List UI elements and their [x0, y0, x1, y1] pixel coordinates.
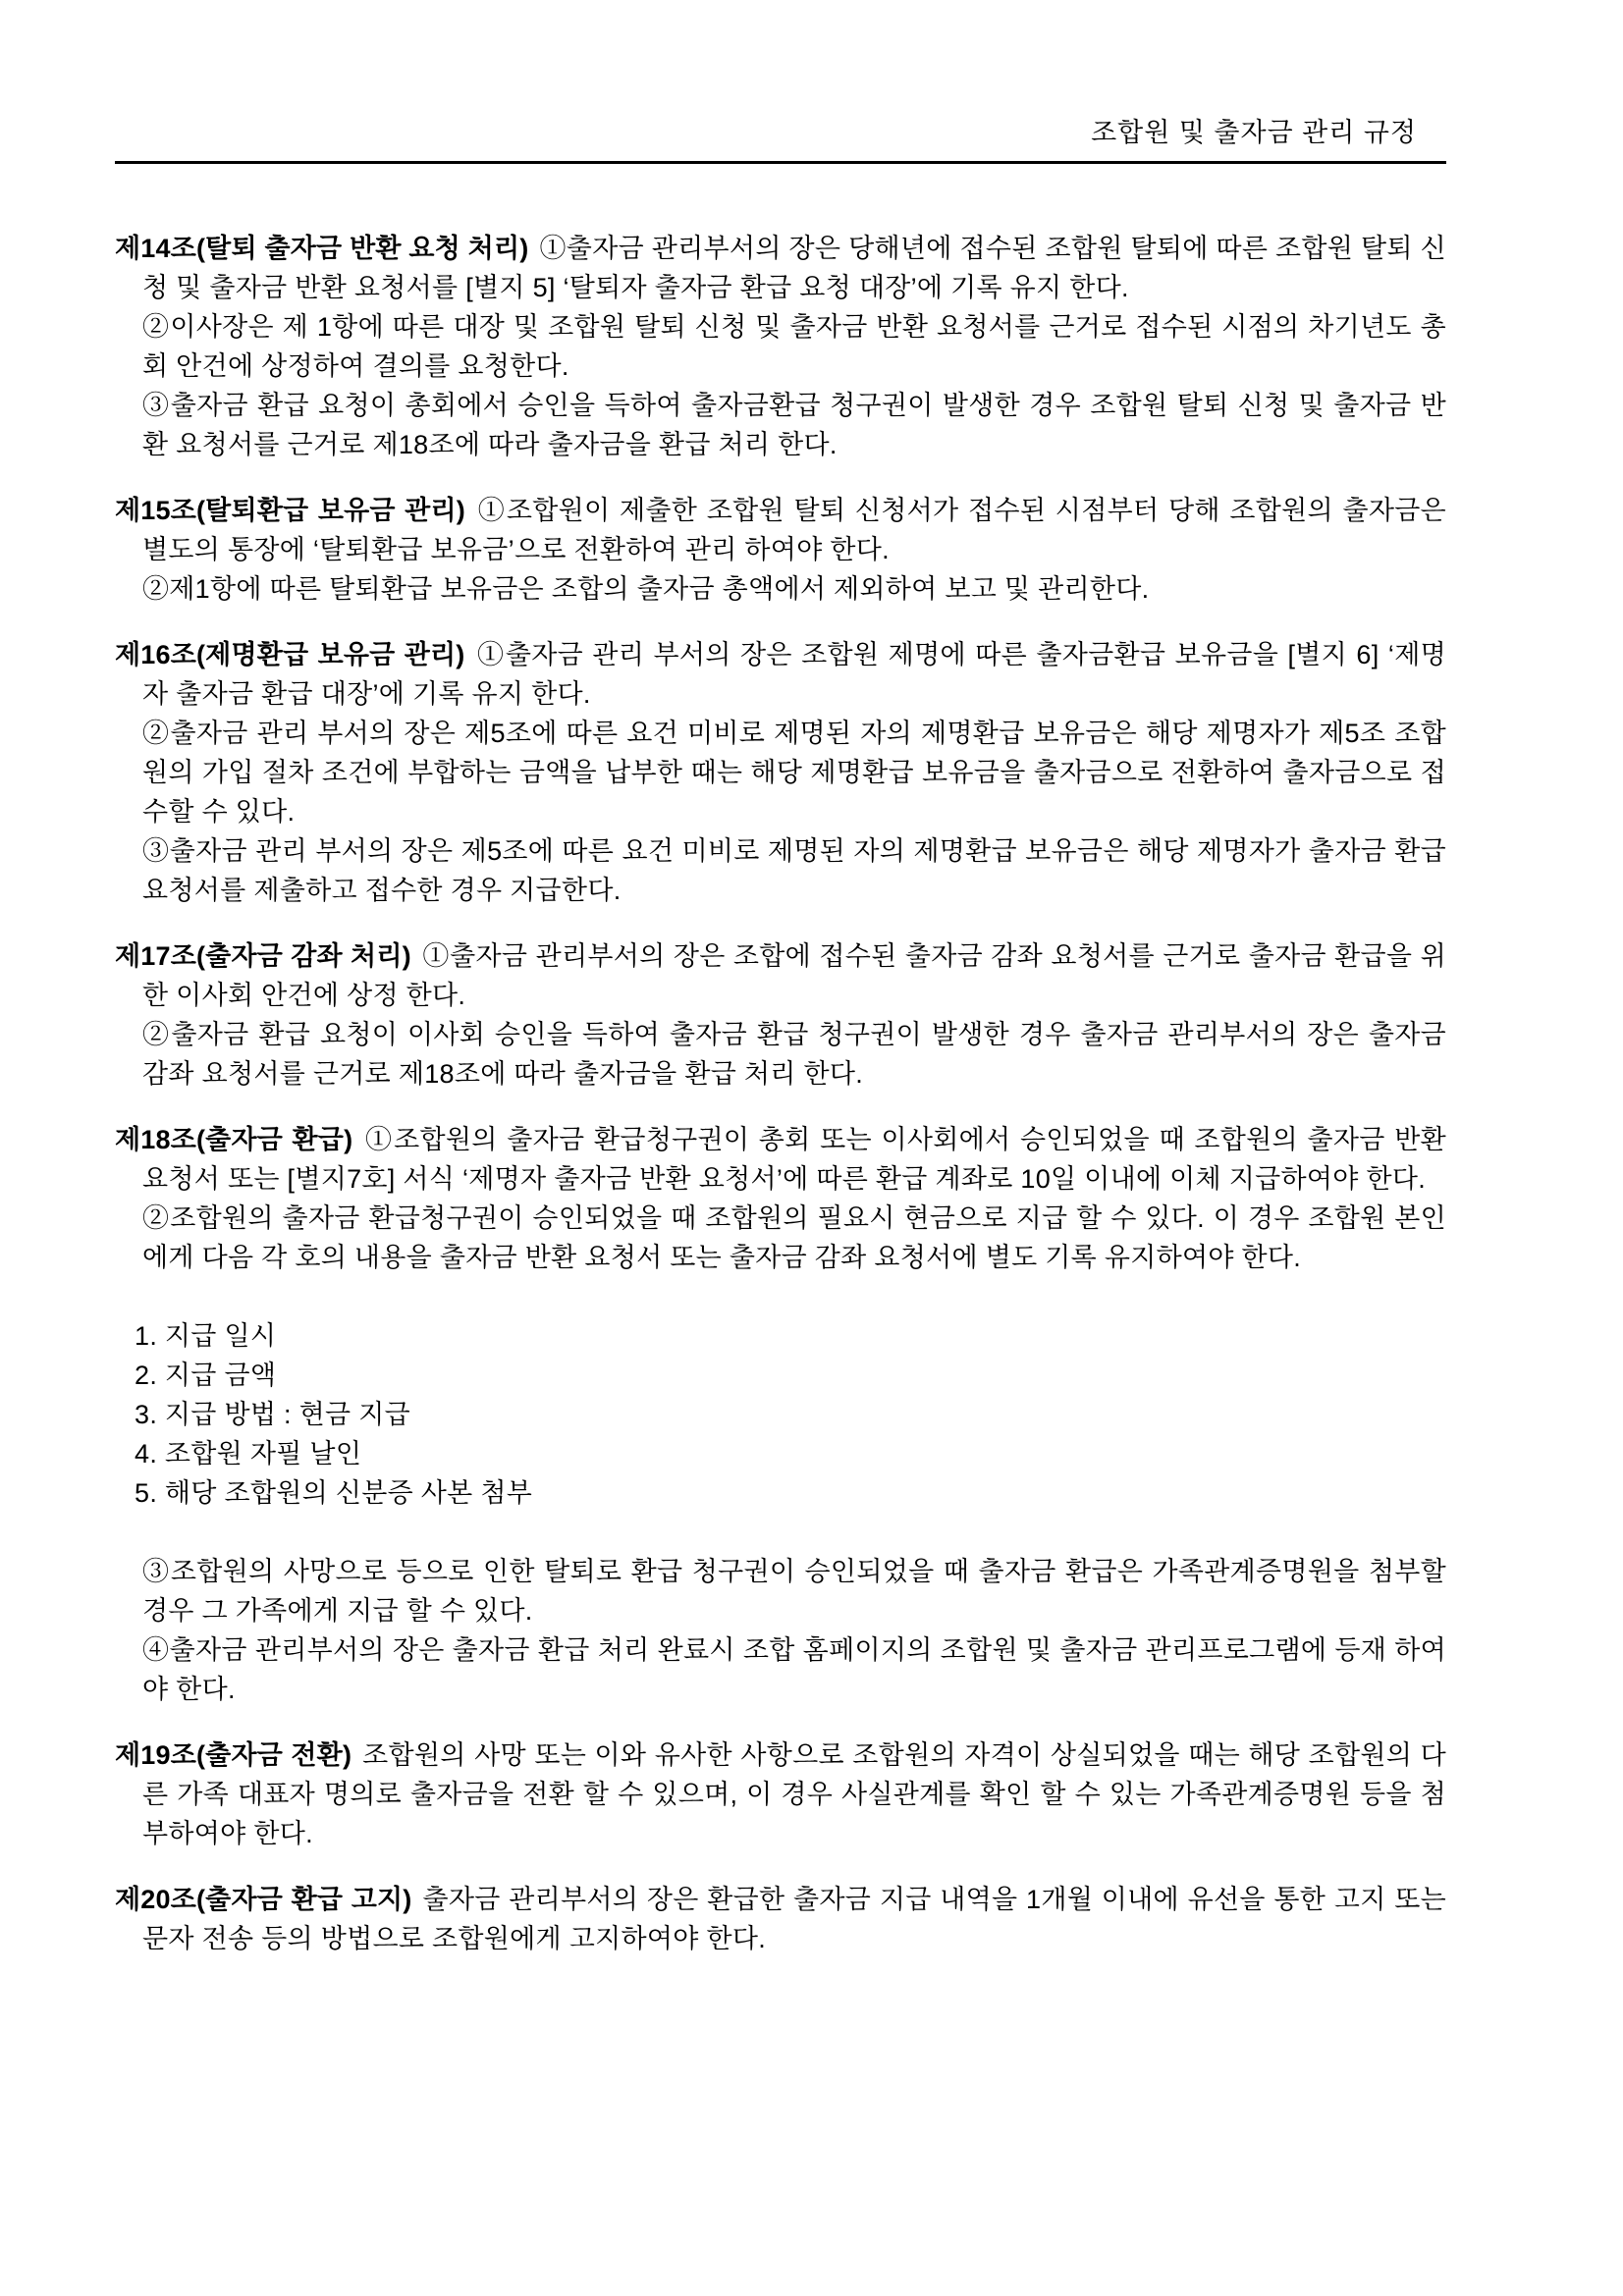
- list-item-3: 3. 지급 방법 : 현금 지급: [135, 1400, 410, 1429]
- article-16-clause-3: ③출자금 관리 부서의 장은 제5조에 따른 요건 미비로 제명된 자의 제명환급 보유금은 해당 제명자가 출자금 환급 요청서를 제출하고 접수한 경우 지급한다.: [142, 836, 1446, 905]
- article-15-lead: [115, 491, 1446, 569]
- payment-record-list: [135, 1316, 1446, 1513]
- page-header: [115, 0, 1446, 164]
- article-18: [115, 1120, 1446, 1709]
- article-20-lead: [115, 1880, 1446, 1958]
- article-19-heading: 제19조(출자금 전환): [115, 1740, 352, 1770]
- article-18-lead-text: ①조합원의 출자금 환급청구권이 총회 또는 이사회에서 승인되었을 때 조합원의 출자금 반환 요청서 또는 [별지7호] 서식 ‘제명자 출자금 반환 요청서’에 따른 환급 계좌로 10일 이내에 이체 지급하여야 한다.: [142, 1125, 1446, 1194]
- article-14-heading: 제14조(탈퇴 출자금 반환 요청 처리): [115, 234, 529, 263]
- article-20: [115, 1880, 1446, 1958]
- article-17-heading: 제17조(출자금 감좌 처리): [115, 941, 411, 971]
- article-15-clause-2: ②제1항에 따른 탈퇴환급 보유금은 조합의 출자금 총액에서 제외하여 보고 및 관리한다.: [142, 574, 1150, 604]
- article-17: [115, 936, 1446, 1094]
- article-14-clause-3: ③출자금 환급 요청이 총회에서 승인을 득하여 출자금환급 청구권이 발생한 경우 조합원 탈퇴 신청 및 출자금 반환 요청서를 근거로 제18조에 따라 출자금을 환급 처리 한다.: [142, 391, 1446, 459]
- article-19-lead-text: 조합원의 사망 또는 이와 유사한 사항으로 조합원의 자격이 상실되었을 때는 해당 조합원의 다른 가족 대표자 명의로 출자금을 전환 할 수 있으며, 이 경우 사실관계를 확인 할 수 있는 가족관계증명원 등을 첨부하여야 한다.: [142, 1740, 1446, 1848]
- list-item-2: 2. 지급 금액: [135, 1361, 277, 1390]
- article-17-lead: [115, 936, 1446, 1015]
- article-16-lead: [115, 635, 1446, 714]
- article-14-lead-text: ①출자금 관리부서의 장은 당해년에 접수된 조합원 탈퇴에 따른 조합원 탈퇴 신청 및 출자금 반환 요청서를 [별지 5] ‘탈퇴자 출자금 환급 요청 대장’에 기록 유지 한다.: [142, 234, 1447, 302]
- article-19-lead: [115, 1735, 1446, 1853]
- header-rule: [115, 161, 1446, 164]
- list-item-4: 4. 조합원 자필 날인: [135, 1439, 362, 1468]
- article-17-clause-2: ②출자금 환급 요청이 이사회 승인을 득하여 출자금 환급 청구권이 발생한 경우 출자금 관리부서의 장은 출자금 감좌 요청서를 근거로 제18조에 따라 출자금을 환급 처리 한다.: [142, 1020, 1446, 1089]
- article-18-clause-4: ④출자금 관리부서의 장은 출자금 환급 처리 완료시 조합 홈페이지의 조합원 및 출자금 관리프로그램에 등재 하여야 한다.: [142, 1635, 1446, 1704]
- list-item-1: 1. 지급 일시: [135, 1321, 277, 1351]
- article-16-lead-text: ①출자금 관리 부서의 장은 조합원 제명에 따른 출자금환급 보유금을 [별지 6] ‘제명자 출자금 환급 대장’에 기록 유지 한다.: [142, 640, 1446, 709]
- article-15-heading: 제15조(탈퇴환급 보유금 관리): [115, 496, 465, 525]
- article-19: [115, 1735, 1446, 1853]
- document-body: [115, 229, 1446, 1958]
- list-item-5: 5. 해당 조합원의 신분증 사본 첨부: [135, 1478, 533, 1508]
- article-17-lead-text: ①출자금 관리부서의 장은 조합에 접수된 출자금 감좌 요청서를 근거로 출자금 환급을 위한 이사회 안건에 상정 한다.: [142, 941, 1446, 1010]
- article-18-clause-2: ②조합원의 출자금 환급청구권이 승인되었을 때 조합원의 필요시 현금으로 지급 할 수 있다. 이 경우 조합원 본인에게 다음 각 호의 내용을 출자금 반환 요청서 또는 출자금 감좌 요청서에 별도 기록 유지하여야 한다.: [142, 1203, 1446, 1272]
- article-18-heading: 제18조(출자금 환급): [115, 1125, 353, 1154]
- document-title: 조합원 및 출자금 관리 규정: [1091, 118, 1417, 147]
- page-content: [115, 0, 1446, 1985]
- article-14-lead: [115, 229, 1447, 307]
- article-15-lead-text: ①조합원이 제출한 조합원 탈퇴 신청서가 접수된 시점부터 당해 조합원의 출자금은 별도의 통장에 ‘탈퇴환급 보유금’으로 전환하여 관리 하여야 한다.: [142, 496, 1446, 564]
- article-16-heading: 제16조(제명환급 보유금 관리): [115, 640, 465, 669]
- article-18-lead: [115, 1120, 1446, 1199]
- article-15: [115, 491, 1446, 609]
- article-14: [115, 229, 1446, 464]
- article-14-clause-2: ②이사장은 제 1항에 따른 대장 및 조합원 탈퇴 신청 및 출자금 반환 요청서를 근거로 접수된 시점의 차기년도 총회 안건에 상정하여 결의를 요청한다.: [142, 312, 1446, 381]
- article-20-heading: 제20조(출자금 환급 고지): [115, 1885, 412, 1914]
- article-20-lead-text: 출자금 관리부서의 장은 환급한 출자금 지급 내역을 1개월 이내에 유선을 통한 고지 또는 문자 전송 등의 방법으로 조합원에게 고지하여야 한다.: [142, 1885, 1446, 1953]
- article-16-clause-2: ②출자금 관리 부서의 장은 제5조에 따른 요건 미비로 제명된 자의 제명환급 보유금은 해당 제명자가 제5조 조합원의 가입 절차 조건에 부합하는 금액을 납부한 때는 해당 제명환급 보유금을 출자금으로 전환하여 출자금으로 접수할 수 있다.: [142, 719, 1446, 827]
- article-18-clause-3: ③조합원의 사망으로 등으로 인한 탈퇴로 환급 청구권이 승인되었을 때 출자금 환급은 가족관계증명원을 첨부할 경우 그 가족에게 지급 할 수 있다.: [142, 1557, 1446, 1626]
- article-16: [115, 635, 1446, 910]
